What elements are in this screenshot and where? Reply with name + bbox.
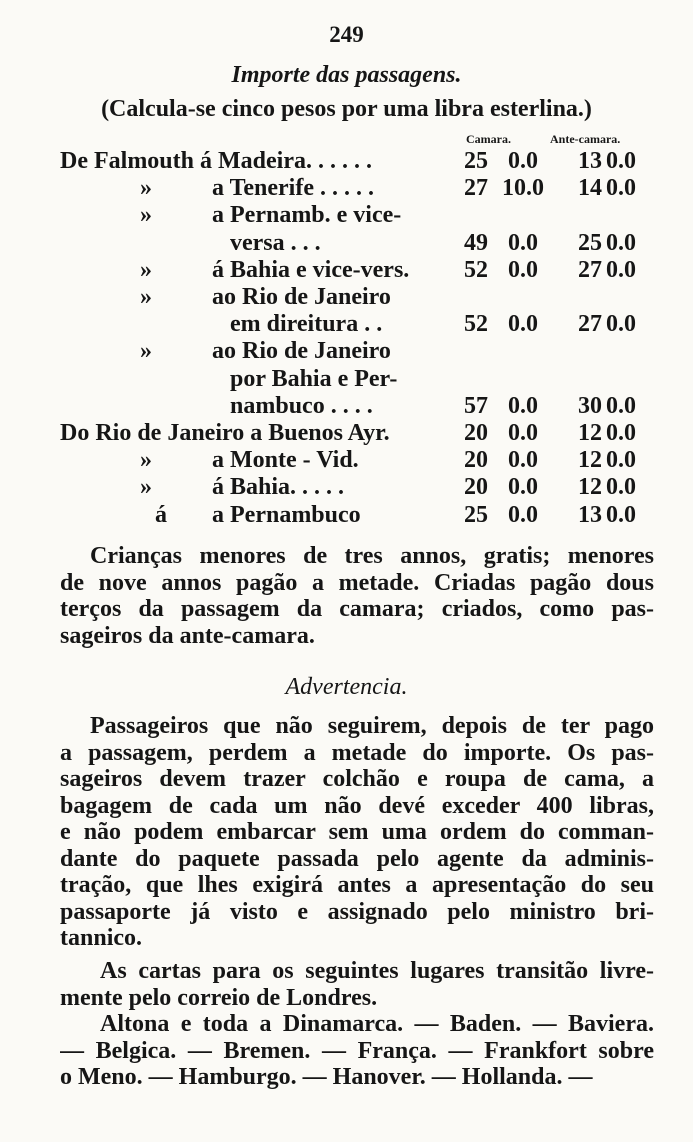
route-destination: á Bahia. . . . . bbox=[212, 474, 345, 501]
route-label: » bbox=[140, 338, 152, 365]
camara-pounds: 20 bbox=[464, 420, 488, 446]
ante-camara-pounds: 13 bbox=[578, 501, 602, 528]
fare-row bbox=[0, 338, 693, 366]
route-destination: a Pernambuco bbox=[212, 501, 361, 528]
route-destination: á Bahia e vice-vers. bbox=[212, 256, 410, 283]
route-label: » bbox=[140, 447, 152, 474]
advertencia-line: bagagem de cada um não devé exceder 400 libras, bbox=[60, 792, 654, 819]
ante-camara-pounds: 27 bbox=[578, 311, 602, 338]
fare-row bbox=[0, 175, 693, 203]
ante-camara-pounds: 27 bbox=[578, 256, 602, 283]
camara-pounds: 25 bbox=[464, 501, 488, 528]
ante-camara-shillings: 0.0 bbox=[606, 501, 636, 528]
fare-row bbox=[0, 447, 693, 475]
places-line: — Belgica. — Bremen. — França. — Frankfort sobre bbox=[60, 1037, 654, 1064]
places-line: Altona e toda a Dinamarca. — Baden. — Baviera. bbox=[100, 1011, 654, 1037]
advertencia-line: sageiros devem trazer colchão e roupa de cama, a bbox=[60, 766, 654, 792]
advertencia-line: passaporte já visto e assignado pelo ministro bri- bbox=[60, 898, 654, 925]
fare-row bbox=[0, 230, 693, 258]
places-list bbox=[60, 1011, 654, 1091]
route-label: Do Rio de Janeiro a Buenos Ayr. bbox=[60, 420, 390, 446]
camara-pounds: 20 bbox=[464, 447, 488, 474]
ante-camara-shillings: 0.0 bbox=[606, 148, 636, 174]
children-note-line: terços da passagem da camara; criados, como pas- bbox=[60, 596, 654, 622]
camara-shillings: 0.0 bbox=[508, 148, 538, 174]
advertencia-line: Passageiros que não seguirem, depois de ter pago bbox=[90, 713, 654, 739]
camara-shillings: 0.0 bbox=[508, 256, 538, 283]
places-line: o Meno. — Hamburgo. — Hanover. — Hollanda. — bbox=[60, 1064, 593, 1090]
letters-paragraph bbox=[60, 958, 654, 1011]
camara-pounds: 25 bbox=[464, 148, 488, 174]
ante-camara-shillings: 0.0 bbox=[606, 447, 636, 474]
advertencia-line: dante do paquete passada pelo agente da adminis- bbox=[60, 845, 654, 872]
ante-camara-pounds: 12 bbox=[578, 447, 602, 474]
camara-shillings: 0.0 bbox=[508, 229, 538, 256]
exchange-note: (Calcula-se cinco pesos por uma libra esterlina.) bbox=[101, 96, 592, 122]
ante-camara-pounds: 14 bbox=[578, 175, 602, 202]
advertencia-line: e não podem embarcar sem uma ordem do comman- bbox=[60, 819, 654, 845]
route-destination: ao Rio de Janeiro bbox=[212, 338, 391, 365]
route-destination: nambuco . . . . bbox=[230, 392, 373, 419]
column-header-camara: Camara. bbox=[466, 132, 511, 146]
route-destination: a Tenerife . . . . . bbox=[212, 175, 374, 202]
camara-pounds: 52 bbox=[464, 311, 488, 338]
letters-line: As cartas para os seguintes lugares transitão livre- bbox=[100, 958, 654, 984]
camara-pounds: 27 bbox=[464, 175, 488, 202]
camara-shillings: 0.0 bbox=[508, 392, 538, 419]
route-label: » bbox=[140, 202, 152, 229]
fare-row bbox=[0, 148, 693, 176]
fare-row bbox=[0, 502, 693, 530]
ante-camara-pounds: 12 bbox=[578, 474, 602, 501]
children-note-line: Crianças menores de tres annos, gratis; menores bbox=[90, 543, 654, 569]
route-destination: a Pernamb. e vice- bbox=[212, 202, 402, 229]
fare-row bbox=[0, 257, 693, 285]
ante-camara-shillings: 0.0 bbox=[606, 229, 636, 256]
advertencia-heading: Advertencia. bbox=[285, 674, 408, 700]
ante-camara-pounds: 30 bbox=[578, 392, 602, 419]
letters-line: mente pelo correio de Londres. bbox=[60, 984, 378, 1011]
advertencia-paragraph bbox=[60, 713, 654, 952]
ante-camara-shillings: 0.0 bbox=[606, 392, 636, 419]
route-destination: em direitura . . bbox=[230, 311, 383, 338]
camara-shillings: 0.0 bbox=[508, 501, 538, 528]
page-number: 249 bbox=[329, 22, 364, 47]
children-fare-note bbox=[60, 543, 654, 649]
ante-camara-shillings: 0.0 bbox=[606, 474, 636, 501]
ante-camara-pounds: 13 bbox=[578, 148, 602, 174]
ante-camara-shillings: 0.0 bbox=[606, 311, 636, 338]
camara-shillings: 0.0 bbox=[508, 420, 538, 446]
fare-row bbox=[0, 202, 693, 230]
camara-shillings: 10.0 bbox=[502, 175, 544, 202]
camara-shillings: 0.0 bbox=[508, 474, 538, 501]
column-header-ante-camara: Ante-camara. bbox=[550, 132, 621, 146]
route-label: De Falmouth á Madeira. . . . . . bbox=[60, 148, 372, 174]
route-label: » bbox=[140, 175, 152, 202]
fare-row bbox=[0, 366, 693, 394]
route-destination: a Monte - Vid. bbox=[212, 447, 359, 474]
route-label: » bbox=[140, 474, 152, 501]
ante-camara-shillings: 0.0 bbox=[606, 175, 636, 202]
page-title: Importe das passagens. bbox=[231, 62, 462, 88]
camara-pounds: 57 bbox=[464, 392, 488, 419]
fare-row bbox=[0, 474, 693, 502]
fare-row bbox=[0, 393, 693, 421]
ante-camara-pounds: 25 bbox=[578, 229, 602, 256]
fare-row bbox=[0, 420, 693, 448]
route-label: » bbox=[140, 256, 152, 283]
advertencia-line: tração, que lhes exigirá antes a apresentação do seu bbox=[60, 872, 654, 898]
children-note-line: de nove annos pagão a metade. Criadas pagão dous bbox=[60, 569, 654, 596]
advertencia-line: a passagem, perdem a metade do importe. Os pas- bbox=[60, 739, 654, 766]
ante-camara-shillings: 0.0 bbox=[606, 420, 636, 446]
camara-pounds: 52 bbox=[464, 256, 488, 283]
route-label: á bbox=[155, 501, 167, 528]
camara-shillings: 0.0 bbox=[508, 311, 538, 338]
fare-row bbox=[0, 311, 693, 339]
route-destination: ao Rio de Janeiro bbox=[212, 284, 391, 310]
route-destination: por Bahia e Per- bbox=[230, 365, 398, 392]
ante-camara-pounds: 12 bbox=[578, 420, 602, 446]
route-destination: versa . . . bbox=[230, 229, 321, 256]
camara-pounds: 49 bbox=[464, 229, 488, 256]
advertencia-line: tannico. bbox=[60, 925, 143, 951]
route-label: » bbox=[140, 284, 152, 310]
camara-pounds: 20 bbox=[464, 474, 488, 501]
children-note-line: sageiros da ante-camara. bbox=[60, 622, 315, 649]
ante-camara-shillings: 0.0 bbox=[606, 256, 636, 283]
camara-shillings: 0.0 bbox=[508, 447, 538, 474]
fare-row bbox=[0, 284, 693, 312]
